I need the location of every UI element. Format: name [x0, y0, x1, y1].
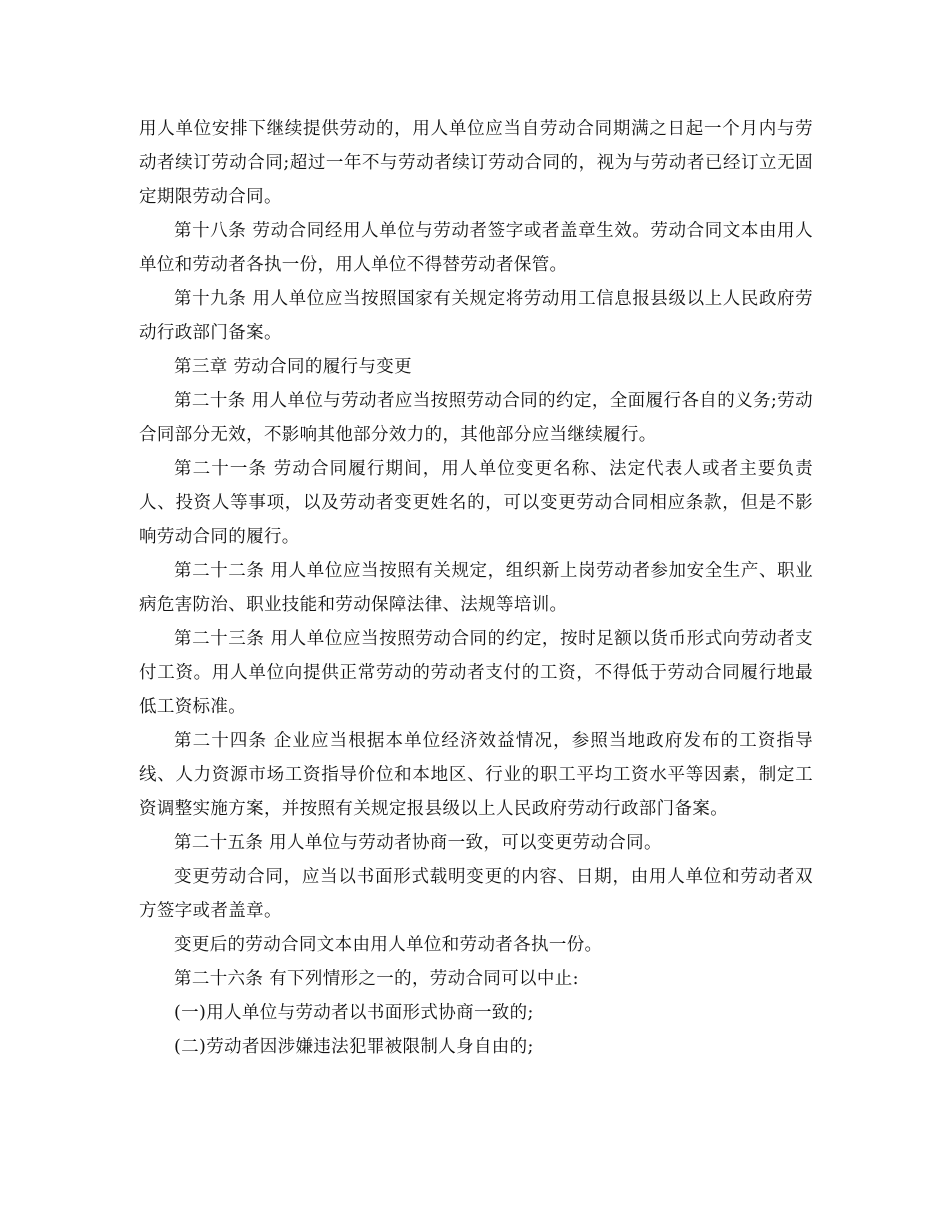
paragraph-article-21: 第二十一条 劳动合同履行期间，用人单位变更名称、法定代表人或者主要负责人、投资人等事项，以及劳动者变更姓名的，可以变更劳动合同相应条款，但是不影响劳动合同的履行。 — [139, 459, 813, 547]
paragraph-article-24: 第二十四条 企业应当根据本单位经济效益情况，参照当地政府发布的工资指导线、人力资源市场工资指导价位和本地区、行业的职工平均工资水平等因素，制定工资调整实施方案，并按照有关规定报县级以上人民政府劳动行政部门备案。 — [139, 731, 813, 819]
paragraph-article-20: 第二十条 用人单位与劳动者应当按照劳动合同的约定，全面履行各自的义务;劳动合同部分无效，不影响其他部分效力的，其他部分应当继续履行。 — [139, 391, 813, 445]
paragraph-article-18: 第十八条 劳动合同经用人单位与劳动者签字或者盖章生效。劳动合同文本由用人单位和劳动者各执一份，用人单位不得替劳动者保管。 — [139, 221, 813, 275]
paragraph-article-25: 第二十五条 用人单位与劳动者协商一致，可以变更劳动合同。 — [174, 833, 662, 853]
paragraph-article-19: 第十九条 用人单位应当按照国家有关规定将劳动用工信息报县级以上人民政府劳动行政部门备案。 — [139, 289, 813, 343]
paragraph-article-26: 第二十六条 有下列情形之一的，劳动合同可以中止: — [174, 969, 579, 989]
document-body — [139, 112, 813, 1064]
chapter-heading: 第三章 劳动合同的履行与变更 — [174, 357, 412, 377]
paragraph-continuation: 用人单位安排下继续提供劳动的，用人单位应当自劳动合同期满之日起一个月内与劳动者续订劳动合同;超过一年不与劳动者续订劳动合同的，视为与劳动者已经订立无固定期限劳动合同。 — [139, 119, 813, 207]
paragraph-article-23: 第二十三条 用人单位应当按照劳动合同的约定，按时足额以货币形式向劳动者支付工资。用人单位向提供正常劳动的劳动者支付的工资，不得低于劳动合同履行地最低工资标准。 — [139, 629, 813, 717]
paragraph-change-form: 变更劳动合同，应当以书面形式载明变更的内容、日期，由用人单位和劳动者双方签字或者盖章。 — [139, 867, 813, 921]
list-item-1: (一)用人单位与劳动者以书面形式协商一致的; — [174, 1003, 534, 1023]
list-item-2: (二)劳动者因涉嫌违法犯罪被限制人身自由的; — [174, 1037, 534, 1057]
paragraph-article-22: 第二十二条 用人单位应当按照有关规定，组织新上岗劳动者参加安全生产、职业病危害防治、职业技能和劳动保障法律、法规等培训。 — [139, 561, 813, 615]
paragraph-change-copies: 变更后的劳动合同文本由用人单位和劳动者各执一份。 — [174, 935, 603, 955]
